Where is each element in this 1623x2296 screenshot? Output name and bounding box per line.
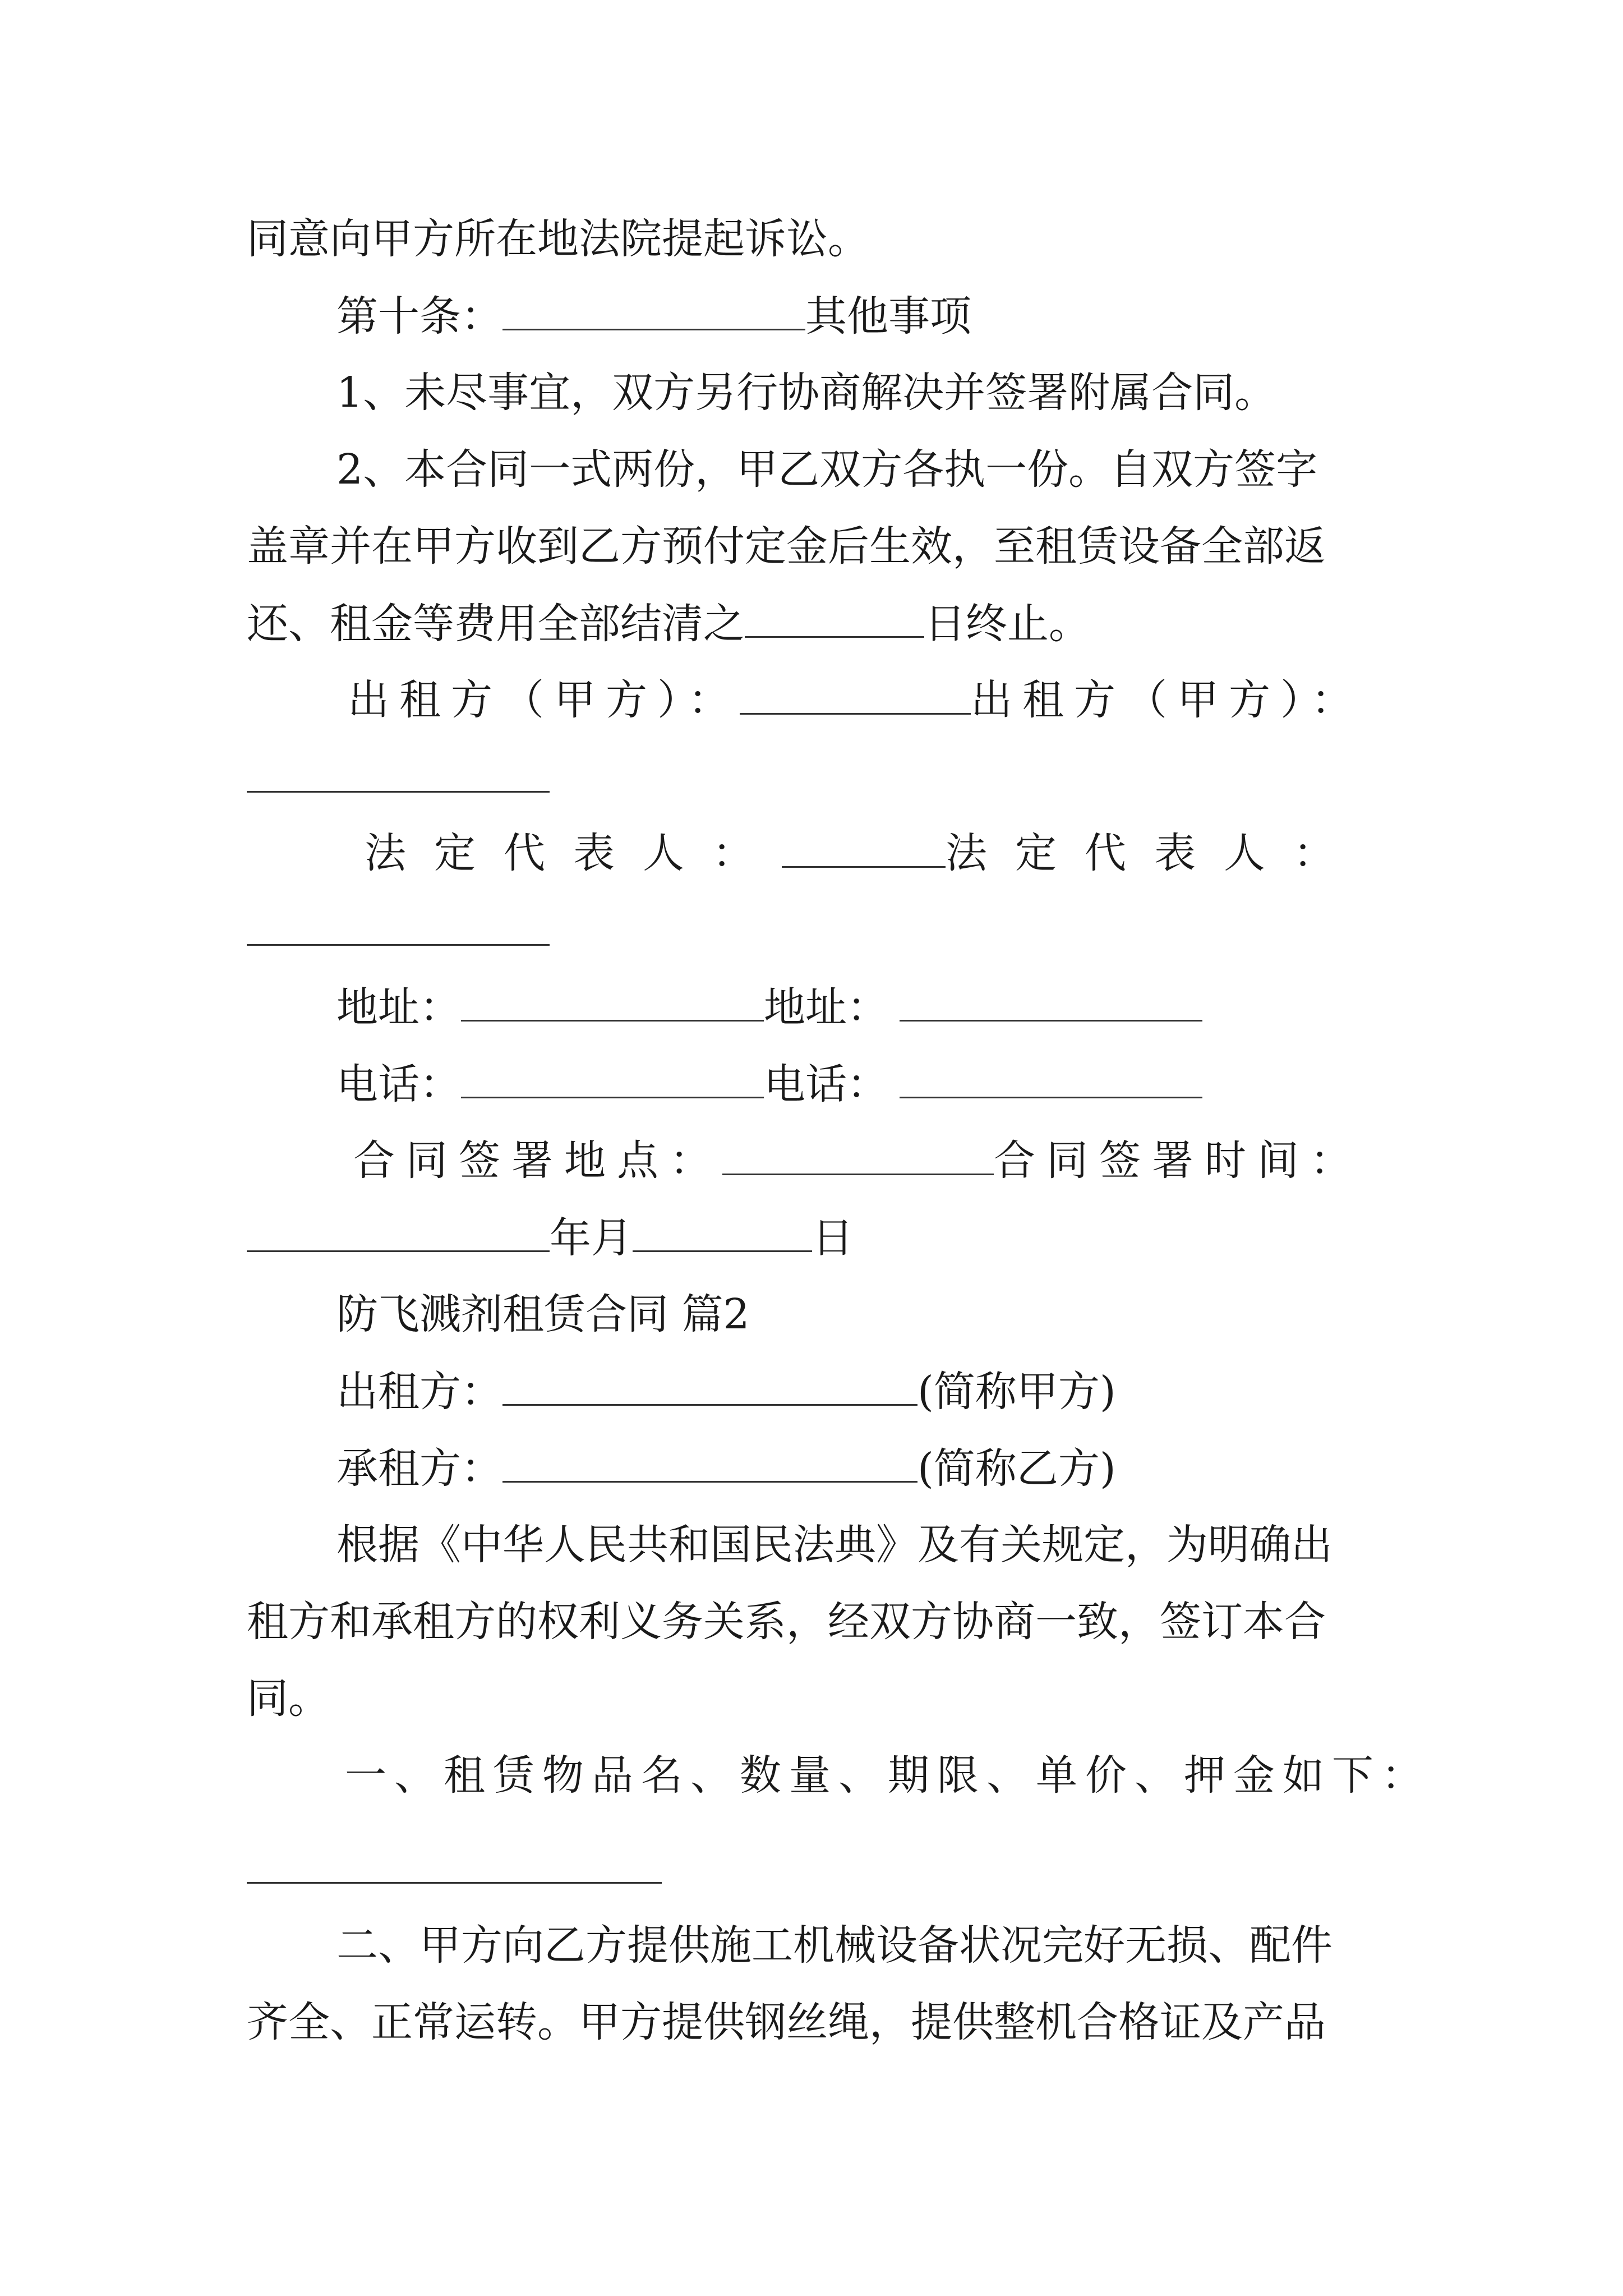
article-10-label: 第十条： [336,292,502,341]
lessor-label: 出租方（甲方）： [348,676,740,724]
blank-field[interactable] [502,1360,917,1406]
phone-label-2: 电话： [764,1060,888,1108]
sign-place-row [353,1130,1363,1191]
section-title: 防飞溅剂租赁合同 篇2 [336,1290,750,1338]
lessor-row-2 [336,1360,1116,1423]
item-1-text: 一、租赁物品名、数量、期限、单价、押金如下： [345,1751,1431,1800]
lessee-note: (简称乙方) [917,1444,1116,1493]
blank-field[interactable] [461,976,764,1022]
text-line: 1、未尽事宜，双方另行协商解决并签署附属合同。 [336,369,1276,417]
blank-field[interactable] [502,1437,917,1483]
legal-rep-row [365,822,1363,884]
item-1-line [345,1745,1431,1806]
lessee-label: 承租方： [336,1444,502,1493]
text-line [247,592,1090,655]
blank-field[interactable] [745,592,924,638]
blank-field[interactable] [633,1207,812,1252]
phone-row [336,1053,1202,1115]
lessee-row-2 [336,1437,1116,1499]
text-line: 齐全、正常运转。甲方提供钢丝绳，提供整机合格证及产品 [247,1998,1326,2046]
text-line: 二、甲方向乙方提供施工机械设备状况完好无损、配件 [336,1921,1332,1970]
blank-field[interactable] [900,976,1202,1022]
phone-label: 电话： [336,1060,461,1108]
text-fragment: 还、租金等费用全部结清之 [247,600,745,648]
blank-line[interactable] [247,944,550,946]
sign-place-label: 合同签署地点： [353,1137,722,1185]
year-month-label: 年月 [550,1214,633,1262]
text-fragment: 日终止。 [924,600,1090,648]
blank-field[interactable] [722,1130,994,1175]
text-line: 根据《中华人民共和国民法典》及有关规定，为明确出 [336,1521,1332,1569]
article-10-title: 其他事项 [805,292,971,341]
text-line: 盖章并在甲方收到乙方预付定金后生效，至租赁设备全部返 [247,522,1326,570]
blank-field[interactable] [900,1053,1202,1098]
blank-line[interactable] [247,791,550,793]
blank-field[interactable] [502,285,805,330]
text-line: 2、本合同一式两份，甲乙双方各执一份。自双方签字 [336,445,1318,494]
article-10-heading [336,285,971,347]
blank-field[interactable] [461,1053,764,1098]
sign-time-label: 合同签署时间： [994,1137,1363,1185]
blank-field[interactable] [247,1207,550,1252]
lessor-label-2: 出租方（甲方）： [971,676,1363,724]
blank-field[interactable] [740,669,971,715]
date-row [247,1207,854,1269]
day-label: 日 [812,1214,854,1262]
blank-field[interactable] [782,822,946,868]
legal-rep-label-2: 法定代表人： [946,829,1363,877]
text-line: 同。 [247,1674,330,1723]
legal-rep-label: 法定代表人： [365,829,782,877]
lessor-note: (简称甲方) [917,1368,1116,1416]
lessor-row [348,669,1363,731]
text-line: 同意向甲方所在地法院提起诉讼。 [247,215,869,263]
address-label: 地址： [336,983,461,1032]
address-label-2: 地址： [764,983,888,1032]
address-row [336,976,1202,1038]
blank-line[interactable] [247,1882,662,1884]
text-line: 租方和承租方的权利义务关系，经双方协商一致，签订本合 [247,1598,1326,1646]
lessor-label: 出租方： [336,1368,502,1416]
